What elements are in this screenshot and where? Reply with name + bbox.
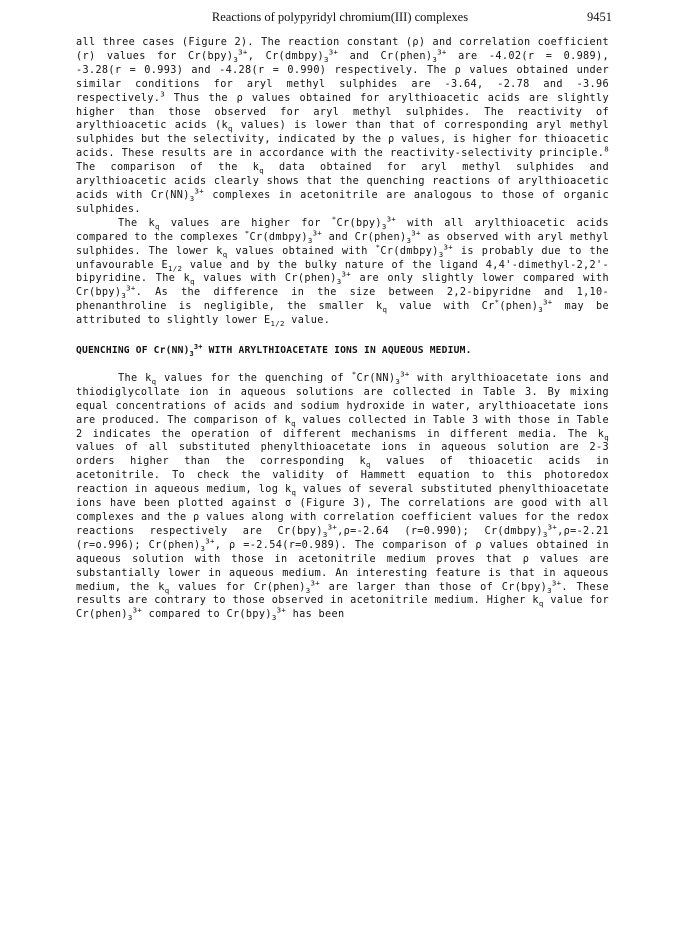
- superscript: *: [331, 214, 337, 224]
- text-run: Cr(NN): [356, 372, 396, 384]
- text-run: values obtained with: [227, 245, 376, 257]
- text-run: with arylthioacetate ions and thiodiglycollate ion in aqueous solutions are collected in Table 3. By mixing equal concentrations of acids and sodium hydroxide in water, arylthioacetate ions are produced. The comparison of k: [76, 372, 609, 426]
- superscript: *: [494, 297, 500, 307]
- text-run: compared to Cr(bpy): [142, 609, 272, 621]
- subscript: q: [164, 585, 170, 595]
- text-run: (phen): [499, 301, 539, 313]
- subscript: 3: [121, 291, 127, 301]
- superscript: 3+: [551, 578, 562, 588]
- text-run: . As the difference in the size between 2,2-bipyridne and 1,10-phenanthroline is negligible, the smaller k: [76, 287, 609, 313]
- text-run: The k: [118, 217, 155, 229]
- heading-text: WITH ARYLTHIOACETATE IONS IN AQUEOUS MEDIUM.: [202, 345, 472, 357]
- text-run: ,ρ=-2.21 (r=o.996); Cr(phen): [76, 525, 609, 551]
- subscript: 3: [547, 585, 552, 595]
- text-run: Cr(bpy): [336, 217, 382, 229]
- running-header: [68, 6, 612, 28]
- heading-text: QUENCHING OF Cr(NN): [76, 345, 190, 357]
- text-run: The comparison of the k: [76, 162, 260, 174]
- text-run: are larger than those of Cr(bpy): [320, 581, 548, 593]
- text-run: Cr(dmbpy): [380, 245, 439, 257]
- superscript: *: [375, 242, 381, 252]
- subscript: q: [190, 277, 195, 287]
- text-run: values for Cr(phen): [169, 581, 306, 593]
- text-run: , Cr(dmbpy): [247, 50, 324, 62]
- text-run: value and by the bulky nature of the ligand 4,4'-dimethyl-2,2'-bipyridine. The k: [76, 259, 609, 285]
- text-run: values of several substituted phenylthioacetate ions have been plotted against σ (Figure 3), The correlations are good with all complexes and the ρ values along with correlation coefficient values for the redox reactions respectively are Cr(bpy): [76, 484, 610, 537]
- superscript: 3+: [205, 536, 215, 546]
- subscript: 3: [233, 54, 239, 64]
- subscript: q: [366, 460, 371, 470]
- text-run: The k: [118, 372, 152, 384]
- superscript: 3+: [547, 522, 558, 532]
- superscript: 3+: [132, 605, 143, 615]
- paragraph-hammett-acetonitrile: [76, 36, 609, 217]
- subscript: 3: [305, 585, 311, 595]
- superscript: 3+: [310, 578, 320, 588]
- citation-superscript: 3: [160, 89, 166, 99]
- subscript: 3: [432, 54, 438, 64]
- text-run: is probably due to the unfavourable E: [76, 245, 610, 271]
- text-run: values of thioacetic acids in acetonitrile. To check the validity of Hammett equation to this photoredox reaction in aqueous medium, log k: [76, 456, 609, 496]
- superscript: 3+: [312, 228, 323, 238]
- superscript: *: [351, 369, 357, 379]
- subscript: q: [228, 124, 233, 134]
- text-run: values with Cr(phen): [194, 273, 337, 285]
- text-run: and Cr(phen): [338, 50, 433, 62]
- subscript: q: [604, 432, 609, 442]
- subscript: 3: [200, 543, 206, 553]
- superscript: 3+: [341, 270, 352, 280]
- text-run: data obtained for aryl methyl sulphides and arylthioacetic acids clearly shows that the quenching reactions of arylthioacetic acids with Cr(NN): [76, 162, 609, 201]
- subscript: 3: [127, 613, 133, 623]
- subscript: 3: [322, 529, 328, 539]
- text-run: complexes in acetonitrile are analogous to those of organic sulphides.: [76, 189, 609, 215]
- superscript: 3+: [238, 47, 248, 57]
- subscript: q: [538, 599, 544, 609]
- text-run: has been: [286, 609, 345, 621]
- superscript: 3+: [126, 283, 136, 293]
- text-run: values of all substituted phenylthioacetate ions in aqueous solution are 2-3 orders higher than the corresponding k: [76, 442, 609, 468]
- subscript: 3: [406, 235, 412, 245]
- text-run: as observed with aryl methyl sulphides. The lower k: [76, 231, 609, 257]
- text-run: . These results are contrary to those observed in acetonitrile medium. Higher k: [76, 581, 609, 607]
- text-run: with all arylthioacetic acids compared to the complexes: [76, 217, 609, 243]
- subscript: 3: [381, 221, 387, 231]
- superscript: 3+: [543, 297, 553, 307]
- text-run: values are higher for: [159, 217, 332, 229]
- superscript: 3+: [328, 47, 339, 57]
- superscript: 3+: [400, 369, 410, 379]
- superscript: *: [244, 228, 250, 238]
- superscript: 3+: [194, 186, 205, 196]
- text-run: all three cases (Figure 2). The reaction constant (ρ) and correlation coefficient (r) values for Cr(bpy): [76, 37, 609, 62]
- subscript: q: [151, 376, 157, 386]
- paragraph-kq-comparison: [76, 214, 610, 329]
- text-run: value with Cr: [387, 301, 495, 313]
- text-run: values collected in Table 3 with those in Table 2 indicates the operation of different mechanisms in different media. The k: [76, 414, 610, 440]
- subscript: 3: [538, 305, 543, 315]
- subscript: 3: [395, 376, 401, 386]
- subscript: q: [291, 488, 297, 498]
- text-run: , ρ =-2.54(r=0.989). The comparison of ρ values obtained in aqueous solution with those in acetonitrile medium proves that ρ values are substantially lower in aqueous medium. An interesting feature is that in aqueous medium, the k: [76, 539, 609, 593]
- subscript: q: [291, 418, 296, 428]
- subscript: 1/2: [167, 263, 183, 273]
- subscript: 3: [271, 613, 277, 623]
- subscript: 3: [336, 277, 342, 287]
- text-run: Thus the ρ values obtained for arylthioacetic acids are slightly higher than those observed for aryl methyl sulphides. The reactivity of arylthioacetic acids (k: [76, 92, 609, 132]
- running-title: Reactions of polypyridyl chromium(III) complexes: [211, 10, 469, 24]
- text-run: Cr(dmbpy): [249, 231, 308, 243]
- subscript: q: [259, 166, 265, 176]
- superscript: 3+: [386, 214, 397, 224]
- superscript: 3+: [276, 605, 287, 615]
- text-run: are only slightly lower compared with Cr(bpy): [76, 273, 610, 299]
- superscript: 3+: [437, 47, 447, 57]
- subscript: 3: [307, 235, 313, 245]
- subscript: 3: [438, 249, 444, 259]
- superscript: 3+: [411, 228, 421, 238]
- subscript: q: [155, 221, 160, 231]
- text-run: value for Cr(phen): [76, 595, 609, 621]
- article-body: [76, 36, 609, 622]
- subscript: 3: [323, 54, 329, 64]
- text-run: may be attributed to slightly lower E: [76, 301, 609, 327]
- subscript: q: [222, 249, 228, 259]
- page-number: 9451: [587, 10, 612, 24]
- text-run: ,ρ=-2.64 (r=0.990); Cr(dmbpy): [337, 525, 543, 537]
- text-run: values) is lower than that of corresponding aryl methyl sulphides but the selectivity, indicated by the ρ values, is higher for thioacetic acids. These results are in accordance with the reactivity-selectivity principle.: [76, 120, 609, 160]
- section-heading: [76, 344, 609, 358]
- paragraph-aqueous-quenching: [76, 369, 610, 623]
- superscript: 3+: [327, 522, 338, 532]
- subscript: q: [382, 305, 388, 315]
- citation-superscript: 8: [604, 144, 609, 154]
- superscript: 3+: [443, 242, 454, 252]
- superscript: 3+: [193, 342, 203, 351]
- text-run: value.: [284, 315, 331, 327]
- subscript: 3: [189, 194, 195, 203]
- subscript: 3: [189, 349, 194, 358]
- text-run: and Cr(phen): [322, 231, 407, 243]
- text-run: are -4.02(r = 0.989), -3.28(r = 0.993) and -4.28(r = 0.990) respectively. The ρ values obtained under similar conditions for aryl methyl sulphides are -3.64, -2.78 and -3.96 respectively.: [76, 50, 609, 104]
- subscript: 3: [542, 529, 548, 539]
- subscript: 1/2: [270, 319, 285, 329]
- text-run: values for the quenching of: [156, 372, 352, 384]
